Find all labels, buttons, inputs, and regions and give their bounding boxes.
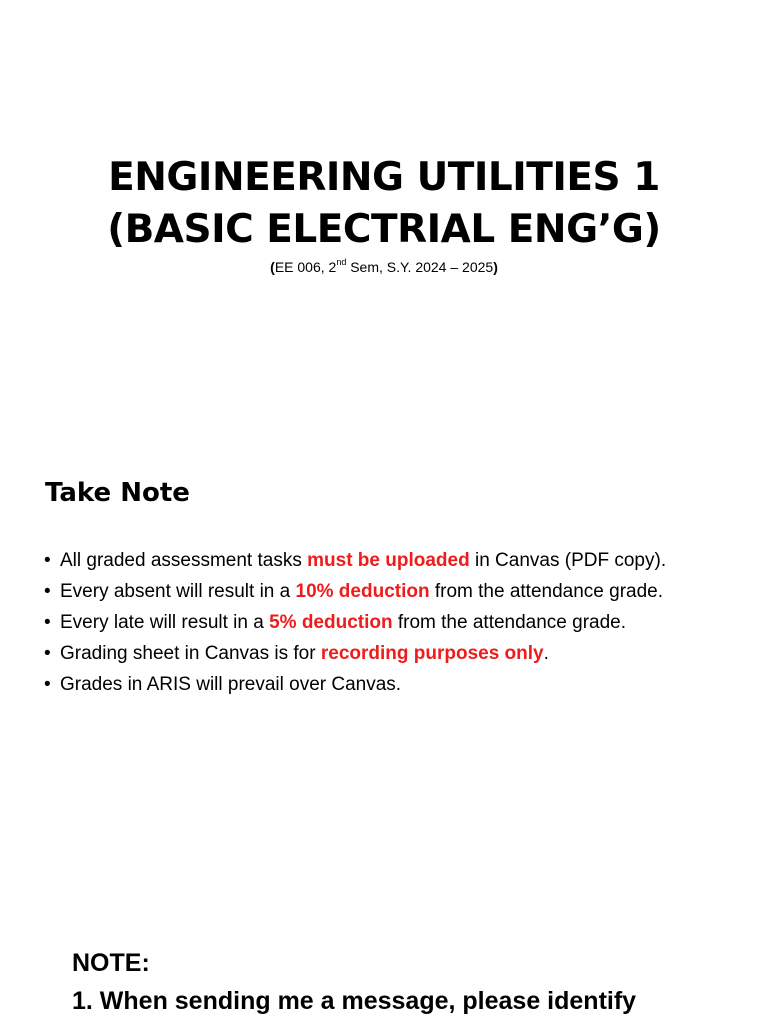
list-item	[44, 610, 696, 635]
course-subtitle-title: (BASIC ELECTRIAL ENG’G)	[107, 207, 661, 252]
bullet-icon: •	[44, 643, 51, 664]
list-item	[44, 672, 696, 697]
note-text: Every late will result in a	[60, 612, 270, 633]
note-text: Every absent will result in a	[60, 581, 296, 602]
course-title: ENGINEERING UTILITIES 1	[108, 155, 660, 200]
semester-text: Sem, S.Y. 2024 – 2025	[346, 259, 494, 275]
note-text: Grades in ARIS will prevail over Canvas.	[60, 674, 402, 695]
course-code-line	[0, 258, 768, 276]
list-item	[44, 548, 696, 573]
title-block	[0, 152, 768, 276]
bullet-icon: •	[44, 612, 51, 633]
list-item	[44, 579, 696, 604]
ordinal-suffix: nd	[336, 257, 347, 268]
note-highlight: must be uploaded	[307, 550, 470, 571]
note-text: Grading sheet in Canvas is for	[60, 643, 321, 664]
note-line: 1. When sending me a message, please identify	[72, 987, 637, 1015]
note-text: in Canvas (PDF copy).	[469, 550, 667, 571]
take-note-heading: Take Note	[45, 478, 190, 508]
open-paren: (	[270, 259, 275, 275]
note-heading: NOTE:	[72, 949, 150, 977]
note-text: All graded assessment tasks	[60, 550, 308, 571]
note-text: from the attendance grade.	[429, 581, 664, 602]
close-paren: )	[493, 259, 498, 275]
note-text: .	[543, 643, 549, 664]
bullet-icon: •	[44, 674, 51, 695]
bullet-icon: •	[44, 550, 51, 571]
note-highlight: 10% deduction	[295, 581, 430, 602]
note-highlight: 5% deduction	[269, 612, 393, 633]
bullet-icon: •	[44, 581, 51, 602]
take-note-list	[44, 548, 696, 703]
course-code-text: EE 006, 2	[274, 259, 337, 275]
note-highlight: recording purposes only	[320, 643, 544, 664]
note-text: from the attendance grade.	[392, 612, 627, 633]
list-item	[44, 641, 696, 666]
bottom-note	[72, 944, 636, 1020]
